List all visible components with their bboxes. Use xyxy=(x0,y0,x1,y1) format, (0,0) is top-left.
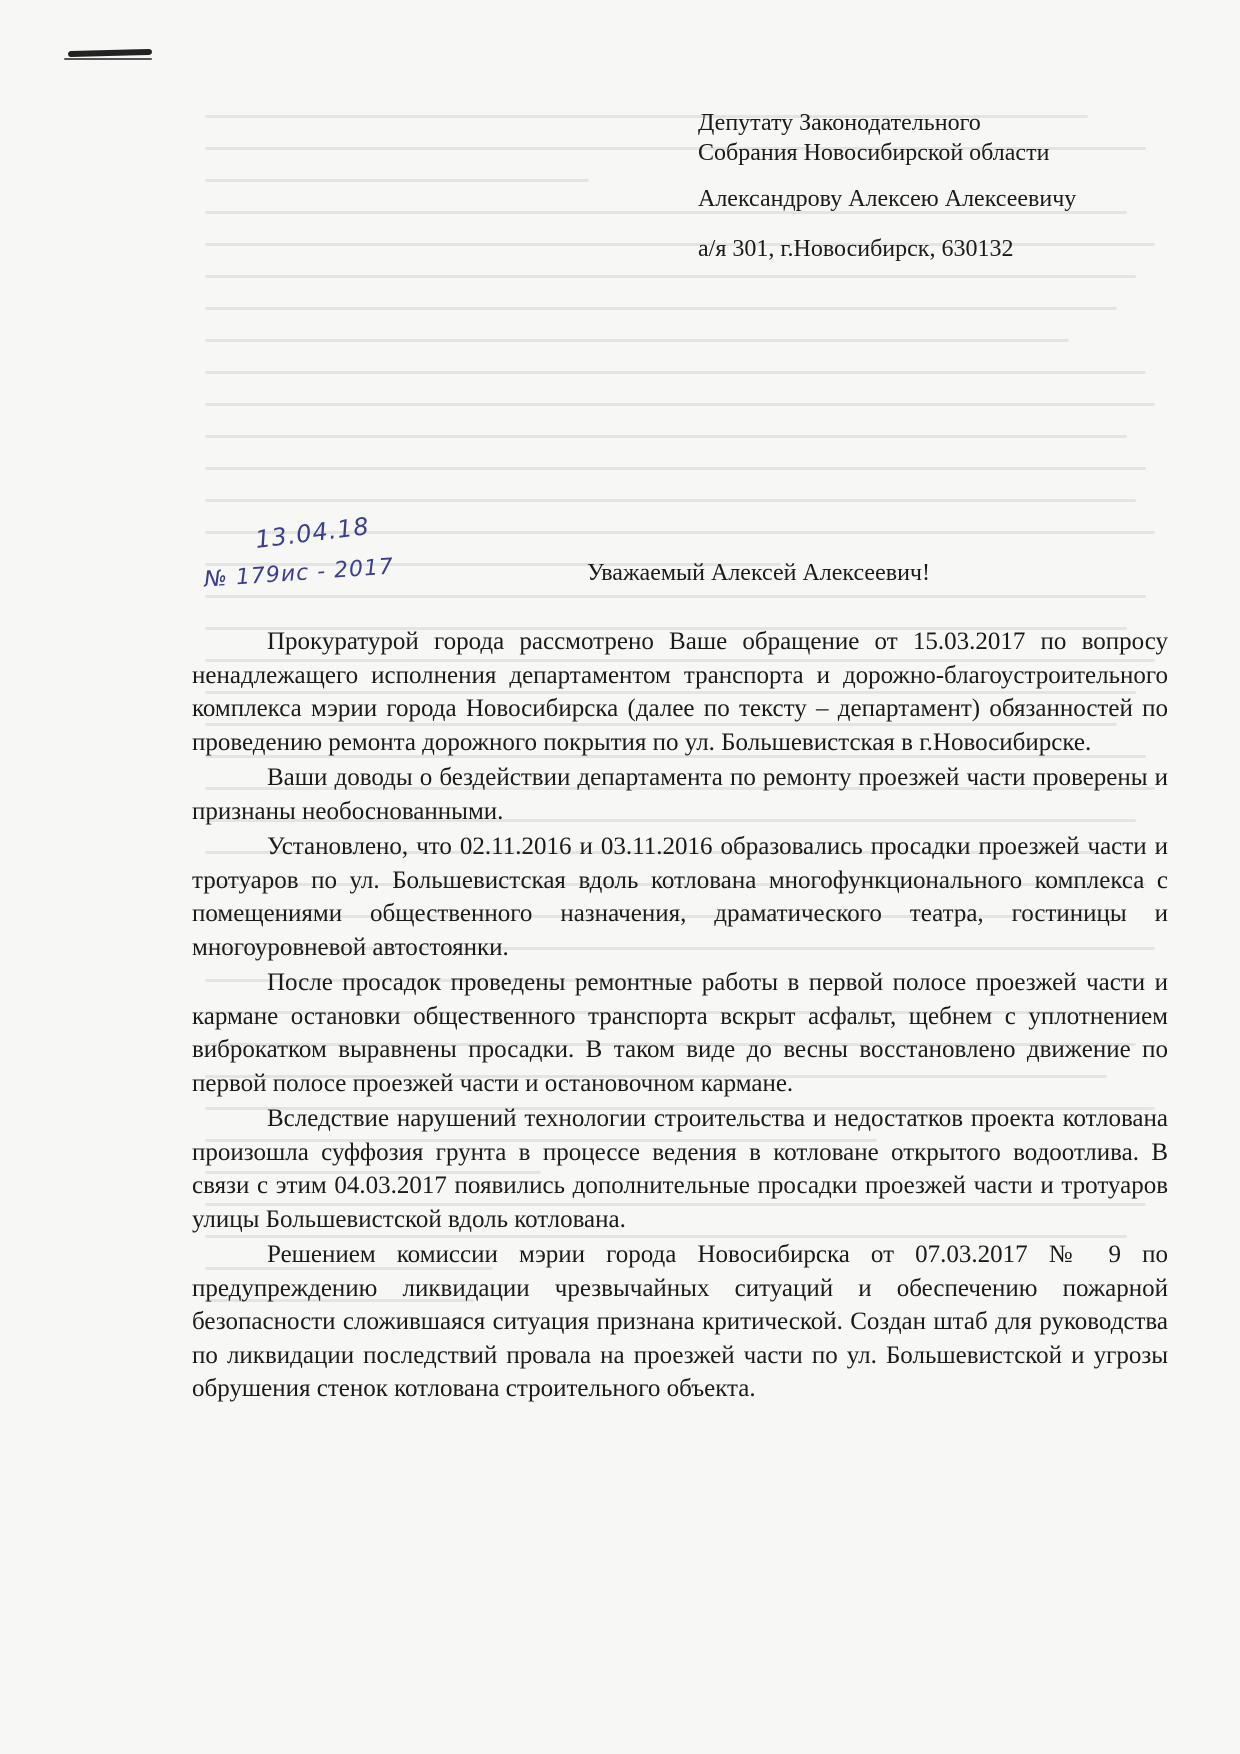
paragraph: Решением комиссии мэрии города Новосибирска от 07.03.2017 № 9 по предупреждению ликвидации чрезвычайных ситуаций и обеспечению пожарной безопасности сложившаяся ситуация признана критической. Создан штаб для руководства по ликвидации последствий провала на проезжей части по ул. Большевистской и угрозы обрушения стенок котлована строительного объекта. xyxy=(192,1241,1168,1402)
corner-pen-mark xyxy=(68,49,152,57)
letter-body xyxy=(192,625,1168,1408)
paragraph: Вследствие нарушений технологии строительства и недостатков проекта котлована произошла суффозия грунта в процессе ведения в котловане открытого водоотлива. В связи с этим 04.03.2017 появились дополнительные просадки проезжей части и тротуаров улицы Большевистской вдоль котлована. xyxy=(192,1105,1168,1233)
addressee-line-2: Собрания Новосибирской области xyxy=(698,140,1050,166)
paragraph: Прокуратурой города рассмотрено Ваше обращение от 15.03.2017 по вопросу ненадлежащего исполнения департаментом транспорта и дорожно-благоустроительного комплекса мэрии города Новосибирска (далее по тексту – департамент) обязанностей по проведению ремонта дорожного покрытия по ул. Большевистская в г.Новосибирске. xyxy=(192,628,1168,756)
corner-pen-mark xyxy=(64,58,152,60)
paragraph: После просадок проведены ремонтные работы в первой полосе проезжей части и кармане остановки общественного транспорта вскрыт асфальт, щебнем с уплотнением виброкатком выравнены просадки. В таком виде до весны восстановлено движение по первой полосе проезжей части и остановочном кармане. xyxy=(192,969,1168,1097)
addressee-address: а/я 301, г.Новосибирск, 630132 xyxy=(698,236,1014,262)
handwritten-reg-number: № 179ис - 2017 xyxy=(203,554,395,593)
paragraph: Установлено, что 02.11.2016 и 03.11.2016 образовались просадки проезжей части и тротуаров по ул. Большевистская вдоль котлована многофункционального комплекса с помещениями общественного назначения, драматического театра, гостиницы и многоуровневой автостоянки. xyxy=(192,833,1168,961)
addressee-block xyxy=(698,108,1076,264)
salutation: Уважаемый Алексей Алексеевич! xyxy=(587,560,930,586)
paragraph: Ваши доводы о бездействии департамента по ремонту проезжей части проверены и признаны необоснованными. xyxy=(192,764,1168,825)
handwritten-date: 13.04.18 xyxy=(253,512,372,554)
addressee-name: Александрову Алексею Алексеевичу xyxy=(698,186,1077,212)
addressee-line-1: Депутату Законодательного xyxy=(698,110,981,136)
